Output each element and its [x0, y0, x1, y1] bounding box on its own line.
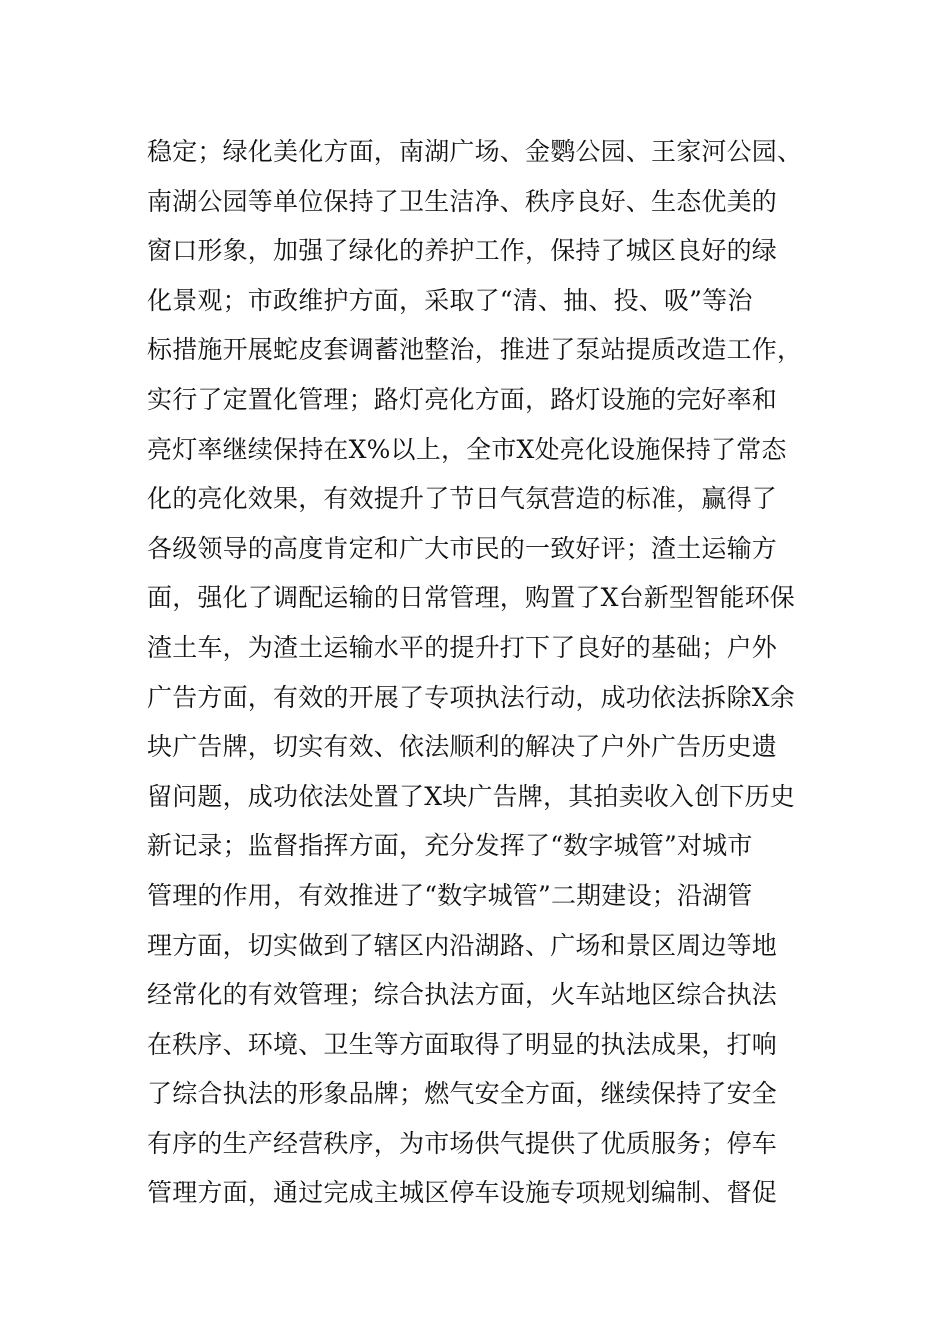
- text-line: 在秩序、环境、卫生等方面取得了明显的执法成果，打响: [147, 1029, 778, 1059]
- text-line: 各级领导的高度肯定和广大市民的一致好评；渣土运输方: [147, 533, 778, 563]
- text-line: 管理方面，通过完成主城区停车设施专项规划编制、督促: [147, 1178, 778, 1208]
- text-line: 理方面，切实做到了辖区内沿湖路、广场和景区周边等地: [147, 930, 778, 960]
- text-line: 化景观；市政维护方面，采取了“清、抽、投、吸”等治: [147, 285, 753, 315]
- text-line: 化的亮化效果，有效提升了节日气氛营造的标准，赢得了: [147, 484, 778, 514]
- body-paragraph: [147, 127, 817, 1218]
- text-line: 实行了定置化管理；路灯亮化方面，路灯设施的完好率和: [147, 384, 778, 414]
- text-line: 有序的生产经营秩序，为市场供气提供了优质服务；停车: [147, 1128, 778, 1158]
- text-line: 新记录；监督指挥方面，充分发挥了“数字城管”对城市: [147, 831, 753, 861]
- text-line: 广告方面，有效的开展了专项执法行动，成功依法拆除X余: [147, 682, 796, 712]
- text-line: 稳定；绿化美化方面，南湖广场、金鹦公园、王家河公园、: [147, 137, 803, 166]
- text-line: 亮灯率继续保持在X%以上，全市X处亮化设施保持了常态: [147, 434, 787, 464]
- text-line: 窗口形象，加强了绿化的养护工作，保持了城区良好的绿: [147, 236, 778, 266]
- text-line: 块广告牌，切实有效、依法顺利的解决了户外广告历史遗: [147, 732, 778, 762]
- text-line: 标措施开展蛇皮套调蓄池整治，推进了泵站提质改造工作，: [147, 335, 803, 365]
- text-line: 管理的作用，有效推进了“数字城管”二期建设；沿湖管: [147, 880, 753, 910]
- text-line: 南湖公园等单位保持了卫生洁净、秩序良好、生态优美的: [147, 186, 778, 216]
- text-line: 渣土车，为渣土运输水平的提升打下了良好的基础；户外: [147, 632, 778, 662]
- text-line: 面，强化了调配运输的日常管理，购置了X台新型智能环保: [147, 583, 796, 613]
- text-line: 了综合执法的形象品牌；燃气安全方面，继续保持了安全: [147, 1079, 778, 1109]
- text-line: 经常化的有效管理；综合执法方面，火车站地区综合执法: [147, 980, 778, 1010]
- text-line: 留问题，成功依法处置了X块广告牌，其拍卖收入创下历史: [147, 781, 796, 811]
